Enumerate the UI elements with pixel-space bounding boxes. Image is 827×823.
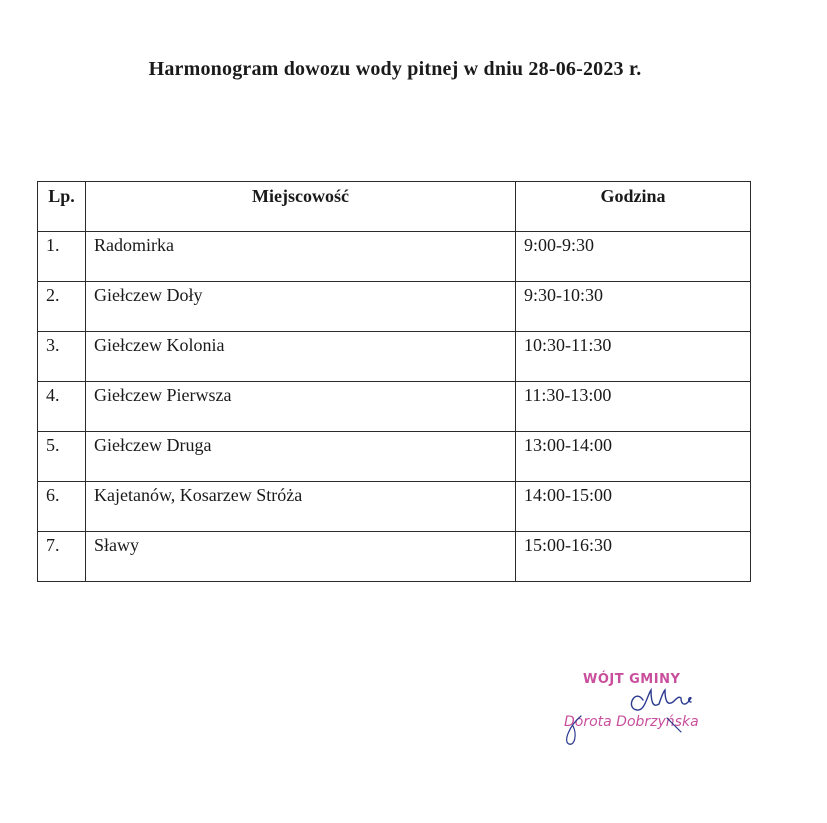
cell-place: Giełczew Doły: [86, 282, 516, 332]
signature-cross: [667, 718, 681, 732]
cell-lp: 7.: [38, 532, 86, 582]
cell-lp: 2.: [38, 282, 86, 332]
cell-lp: 3.: [38, 332, 86, 382]
schedule-table: [37, 181, 751, 582]
header-place: Miejscowość: [86, 182, 516, 232]
cell-lp: 1.: [38, 232, 86, 282]
cell-time: 9:30-10:30: [516, 282, 751, 332]
table-row: [38, 282, 751, 332]
cell-time: 11:30-13:00: [516, 382, 751, 432]
cell-place: Sławy: [86, 532, 516, 582]
cell-time: 14:00-15:00: [516, 482, 751, 532]
document-title: Harmonogram dowozu wody pitnej w dniu 28-06-2023 r.: [148, 58, 642, 80]
cell-place: Kajetanów, Kosarzew Stróża: [86, 482, 516, 532]
cell-place: Giełczew Druga: [86, 432, 516, 482]
handwritten-signature: [555, 668, 725, 748]
cell-place: Giełczew Pierwsza: [86, 382, 516, 432]
table-row: [38, 232, 751, 282]
cell-lp: 5.: [38, 432, 86, 482]
table-row: [38, 432, 751, 482]
header-time: Godzina: [516, 182, 751, 232]
official-stamp: [555, 668, 725, 748]
header-lp: Lp.: [38, 182, 86, 232]
cell-time: 9:00-9:30: [516, 232, 751, 282]
cell-time: 15:00-16:30: [516, 532, 751, 582]
table-row: [38, 382, 751, 432]
cell-lp: 6.: [38, 482, 86, 532]
signature-stroke: [631, 690, 691, 710]
cell-place: Giełczew Kolonia: [86, 332, 516, 382]
table-row: [38, 482, 751, 532]
cell-place: Radomirka: [86, 232, 516, 282]
table-row: [38, 532, 751, 582]
stamp-title: WÓJT GMINY: [583, 672, 681, 687]
cell-time: 13:00-14:00: [516, 432, 751, 482]
table-header-row: [38, 182, 751, 232]
table-row: [38, 332, 751, 382]
stamp-name: Dorota Dobrzyńska: [564, 714, 699, 730]
cell-time: 10:30-11:30: [516, 332, 751, 382]
cell-lp: 4.: [38, 382, 86, 432]
signature-tail: [567, 716, 581, 744]
